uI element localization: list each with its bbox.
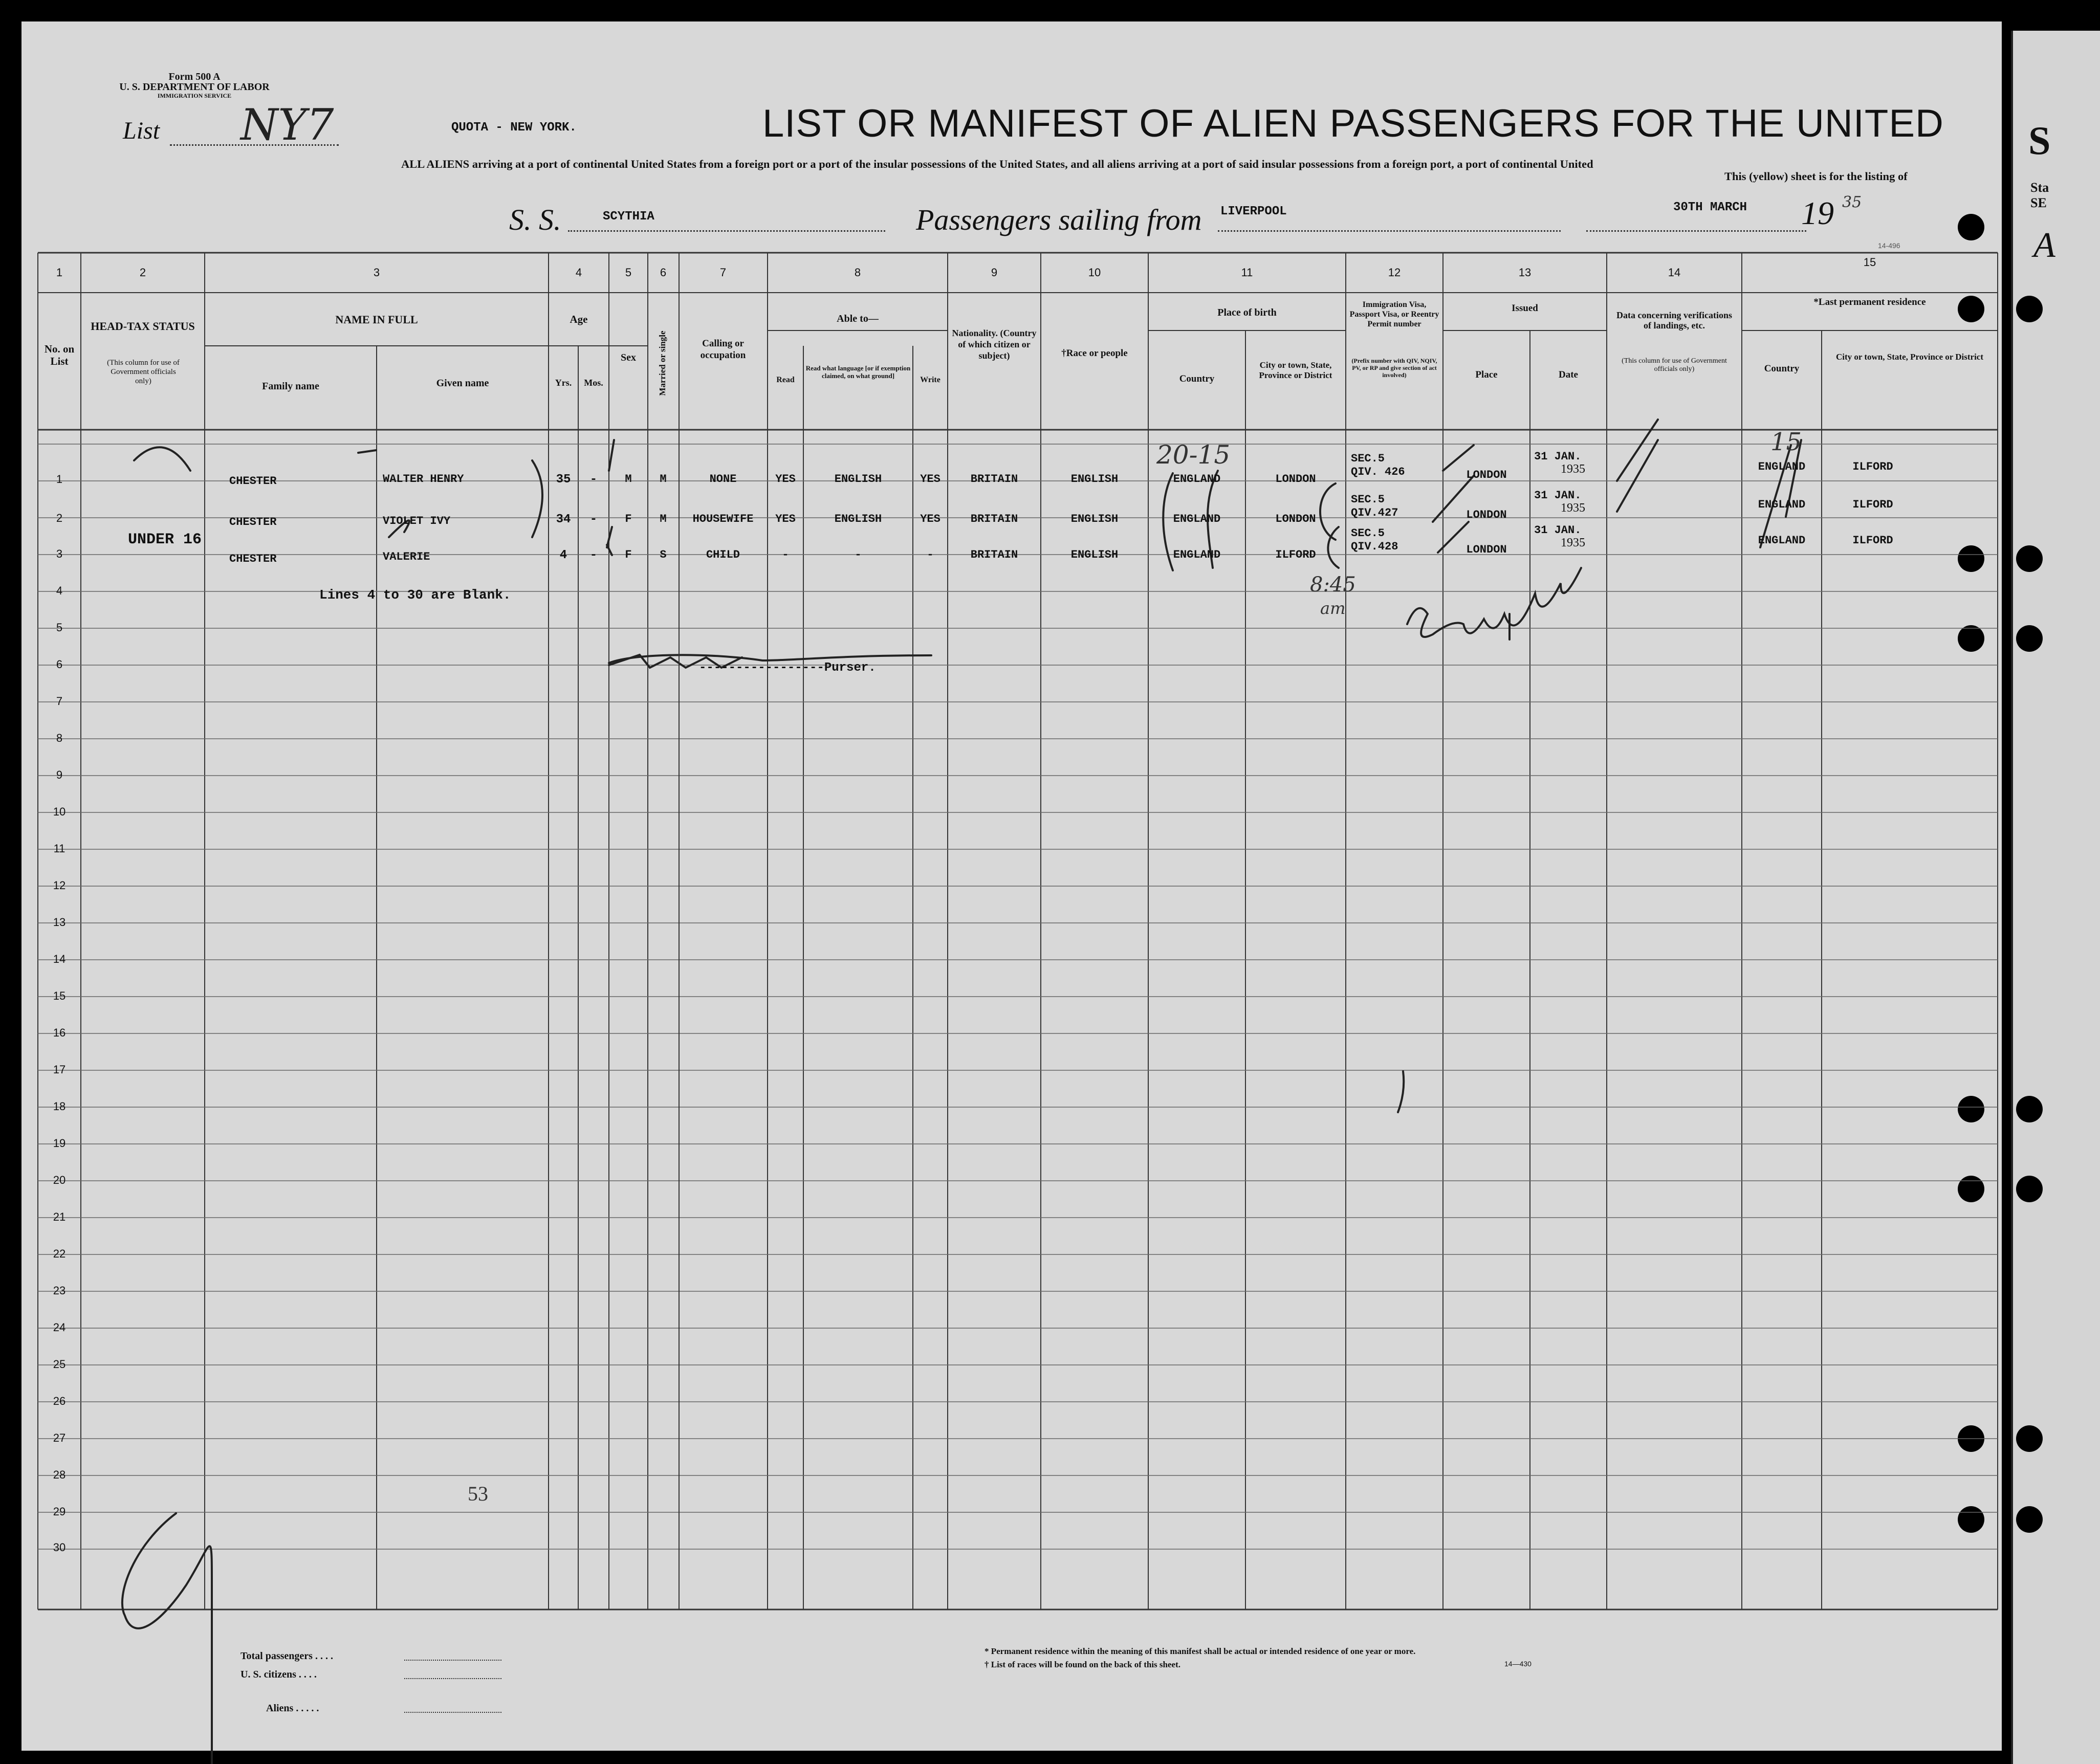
row-number: 1 <box>56 473 63 486</box>
row-number: 29 <box>53 1505 66 1518</box>
passenger-marital: S <box>660 548 667 561</box>
year-suffix: 35 <box>1842 193 1862 211</box>
service: IMMIGRATION SERVICE <box>157 92 232 99</box>
passenger-write: YES <box>920 513 940 525</box>
passenger-res-city: ILFORD <box>1852 534 1893 547</box>
passenger-age-mos: - <box>589 548 598 562</box>
subtitle-line-2: This (yellow) sheet is for the listing of <box>1724 170 1908 183</box>
header-calling: Calling or occupation <box>700 338 746 361</box>
passenger-birth-country: ENGLAND <box>1173 473 1221 486</box>
list-label: List <box>123 117 160 144</box>
passenger-language: - <box>855 548 862 561</box>
row-number: 26 <box>53 1395 66 1407</box>
column-number: 12 <box>1388 266 1401 279</box>
row-number: 16 <box>53 1026 66 1039</box>
header-issued: Issued <box>1512 303 1538 314</box>
passenger-issued-date: 31 JAN. <box>1534 450 1582 463</box>
passenger-race: ENGLISH <box>1070 548 1119 561</box>
passenger-given-name: VALERIE <box>383 550 430 563</box>
column-number: 6 <box>660 266 667 279</box>
header-sex: Sex <box>621 352 636 363</box>
next-sheet-letter: S <box>2028 118 2051 163</box>
passenger-marital: M <box>660 513 667 525</box>
header-able-to: Able to— <box>837 313 879 324</box>
row-number: 22 <box>53 1247 66 1260</box>
column-number: 8 <box>854 266 861 279</box>
passenger-nationality: BRITAIN <box>970 548 1018 561</box>
row-number: 5 <box>56 621 63 634</box>
row-number: 6 <box>56 658 63 671</box>
column-number: 5 <box>625 266 632 279</box>
passenger-visa-number: QIV. 426 <box>1351 466 1405 478</box>
passenger-nationality: BRITAIN <box>970 473 1018 486</box>
header-race: †Race or people <box>1061 348 1128 359</box>
handwritten-residence-note: 15 <box>1770 428 1802 456</box>
header-married: Married or single <box>658 330 667 396</box>
row-number: 9 <box>56 768 63 781</box>
row-number: 23 <box>53 1284 66 1297</box>
header-mos: Mos. <box>584 378 603 388</box>
passenger-visa-section: SEC.5 <box>1351 493 1385 506</box>
row-number: 8 <box>56 732 63 744</box>
passenger-given-name: VIOLET IVY <box>383 515 451 527</box>
page-number: 53 <box>468 1482 488 1505</box>
sailing-label: Passengers sailing from <box>916 203 1202 236</box>
row-number: 25 <box>53 1358 66 1371</box>
passenger-read: YES <box>775 513 796 525</box>
passenger-calling: CHILD <box>706 548 740 561</box>
passenger-family-name: CHESTER <box>229 475 277 488</box>
header-read: Read <box>776 376 795 384</box>
header-given-name: Given name <box>436 378 489 389</box>
header-data-concerning: Data concerning verifications of landings, etc. <box>1616 310 1732 330</box>
list-number: NY7 <box>240 100 334 150</box>
row-number: 24 <box>53 1321 66 1334</box>
department: U. S. DEPARTMENT OF LABOR <box>119 81 270 93</box>
passenger-given-name: WALTER HENRY <box>383 473 464 486</box>
header-head-tax-note: (This column for use of Government officials only) <box>107 359 180 385</box>
header-res-country: Country <box>1764 363 1800 374</box>
form-code-top: 14-496 <box>1878 241 1900 250</box>
row-number: 13 <box>53 916 66 929</box>
passenger-age-mos: - <box>589 513 598 526</box>
passenger-visa-section: SEC.5 <box>1351 452 1385 465</box>
passenger-birth-country: ENGLAND <box>1173 513 1221 525</box>
passenger-age-yrs: 4 <box>559 548 567 562</box>
handwritten-birth-note: 20-15 <box>1156 440 1231 470</box>
column-number: 15 <box>1863 256 1876 269</box>
row-number: 3 <box>56 547 63 560</box>
passenger-issued-year: 1935 <box>1561 462 1585 476</box>
passenger-calling: NONE <box>709 473 737 486</box>
column-number: 4 <box>575 266 582 279</box>
header-birth-city: City or town, State, Province or District <box>1259 360 1332 380</box>
header-age: Age <box>570 313 588 325</box>
passenger-read: YES <box>775 473 796 486</box>
row-number: 21 <box>53 1210 66 1223</box>
passenger-res-country: ENGLAND <box>1758 534 1806 547</box>
passenger-head-tax: UNDER 16 <box>128 531 202 548</box>
passenger-issued-date: 31 JAN. <box>1534 489 1582 502</box>
footer-total-passengers: Total passengers . . . . <box>240 1650 333 1662</box>
header-visa: Immigration Visa, Passport Visa, or Reentry Permit number <box>1349 300 1439 328</box>
passenger-language: ENGLISH <box>834 473 882 486</box>
column-number: 13 <box>1518 266 1532 279</box>
column-number: 11 <box>1241 266 1253 279</box>
header-name-in-full: NAME IN FULL <box>335 313 418 326</box>
column-divider <box>679 253 680 1609</box>
row-number: 27 <box>53 1431 66 1444</box>
row-number: 18 <box>53 1100 66 1113</box>
passenger-write: YES <box>920 473 940 486</box>
header-nationality: Nationality. (Country of which citizen or subject) <box>952 328 1037 361</box>
header-no-on-list: No. on List <box>44 343 75 367</box>
row-number: 17 <box>53 1063 66 1076</box>
column-number: 14 <box>1668 266 1681 279</box>
handwritten-time: 8:45 <box>1310 573 1356 597</box>
passenger-write: - <box>927 548 934 561</box>
passenger-age-yrs: 35 <box>556 473 571 487</box>
passenger-visa-number: QIV.427 <box>1351 506 1398 519</box>
passenger-age-yrs: 34 <box>556 513 571 526</box>
header-birth-country: Country <box>1179 373 1215 384</box>
ship-name: SCYTHIA <box>603 210 654 224</box>
passenger-visa-number: QIV.428 <box>1351 540 1398 553</box>
column-number: 2 <box>139 266 146 279</box>
next-sheet-letter: Sta <box>2030 180 2049 195</box>
subtitle-line-1: ALL ALIENS arriving at a port of continental United States from a foreign port or a port of the insular possessions of the United States, and all aliens arriving at a port of said insular possessions from a foreign port, a port of continental United <box>401 158 1593 170</box>
column-number: 1 <box>56 266 63 279</box>
footer-note-residence: * Permanent residence within the meaning of this manifest shall be actual or intended residence of one year or more. <box>985 1646 1416 1656</box>
row-number: 28 <box>53 1468 66 1481</box>
passenger-birth-city: ILFORD <box>1275 548 1316 561</box>
header-res-city: City or town, State, Province or District <box>1836 352 1983 362</box>
header-place-of-birth: Place of birth <box>1217 307 1277 318</box>
row-number: 15 <box>53 989 66 1002</box>
passenger-marital: M <box>660 473 667 486</box>
passenger-issued-date: 31 JAN. <box>1534 524 1582 537</box>
purser-line: -----------------Purser. <box>699 661 876 675</box>
passenger-visa-section: SEC.5 <box>1351 527 1385 540</box>
quota: QUOTA - NEW YORK. <box>451 121 577 135</box>
passenger-sex: M <box>625 473 632 486</box>
passenger-issued-year: 1935 <box>1561 501 1585 515</box>
next-sheet-letter: SE <box>2030 195 2047 210</box>
year-prefix: 19 <box>1801 195 1834 231</box>
ss-label: S. S. <box>509 203 561 236</box>
passenger-language: ENGLISH <box>834 513 882 525</box>
passenger-sex: F <box>625 513 632 525</box>
header-family-name: Family name <box>262 381 319 392</box>
row-number: 30 <box>53 1541 66 1554</box>
header-issued-place: Place <box>1475 369 1498 380</box>
next-sheet-letter: A <box>2033 226 2055 265</box>
footer-form-code: 14—430 <box>1504 1660 1532 1668</box>
footer-citizens-line <box>404 1678 501 1679</box>
passenger-family-name: CHESTER <box>229 516 277 528</box>
passenger-issued-place: LONDON <box>1466 509 1507 521</box>
header-last-residence: *Last permanent residence <box>1813 297 1926 307</box>
passenger-issued-place: LONDON <box>1466 469 1507 481</box>
passenger-res-city: ILFORD <box>1852 460 1893 473</box>
row-number: 20 <box>53 1174 66 1186</box>
handwritten-am: am <box>1320 599 1346 618</box>
port: LIVERPOOL <box>1220 205 1287 218</box>
header-issued-date: Date <box>1559 369 1578 380</box>
passenger-race: ENGLISH <box>1070 513 1119 525</box>
header-yrs: Yrs. <box>555 378 572 388</box>
row-number: 4 <box>56 584 63 597</box>
row-number: 2 <box>56 512 63 524</box>
row-number: 14 <box>53 953 66 965</box>
passenger-birth-city: LONDON <box>1275 513 1316 525</box>
passenger-res-country: ENGLAND <box>1758 498 1806 511</box>
header-read-language: Read what language [or if exemption claimed, on what ground] <box>805 364 911 380</box>
column-number: 10 <box>1088 266 1101 279</box>
passenger-calling: HOUSEWIFE <box>692 513 754 525</box>
passenger-sex: F <box>625 548 632 561</box>
column-number: 3 <box>373 266 380 279</box>
blank-lines-note: Lines 4 to 30 are Blank. <box>319 587 511 603</box>
column-number: 7 <box>719 266 727 279</box>
passenger-birth-city: LONDON <box>1275 473 1316 486</box>
footer-note-races: † List of races will be found on the back of this sheet. <box>985 1660 1180 1669</box>
sailing-date: 30TH MARCH <box>1673 201 1747 214</box>
row-number: 19 <box>53 1137 66 1150</box>
header-write: Write <box>920 376 940 384</box>
row-number: 11 <box>53 842 65 855</box>
passenger-birth-country: ENGLAND <box>1173 548 1221 561</box>
header-visa-note: (Prefix number with QIV, NQIV, PV, or RP and give section of act involved) <box>1351 357 1437 379</box>
column-number: 9 <box>991 266 998 279</box>
passenger-age-mos: - <box>589 473 598 487</box>
passenger-issued-year: 1935 <box>1561 536 1585 549</box>
row-number: 7 <box>56 695 63 708</box>
passenger-family-name: CHESTER <box>229 553 277 565</box>
form-number: Form 500 A <box>168 71 221 82</box>
header-head-tax: HEAD-TAX STATUS <box>91 320 195 333</box>
passenger-res-city: ILFORD <box>1852 498 1893 511</box>
passenger-race: ENGLISH <box>1070 473 1119 486</box>
header-data-note: (This column for use of Government officials only) <box>1622 357 1727 373</box>
page-title: LIST OR MANIFEST OF ALIEN PASSENGERS FOR THE UNITED <box>762 102 1944 145</box>
passenger-res-country: ENGLAND <box>1758 460 1806 473</box>
footer-aliens: Aliens . . . . . <box>266 1703 319 1714</box>
footer-us-citizens: U. S. citizens . . . . <box>240 1669 317 1680</box>
row-number: 12 <box>53 879 66 892</box>
passenger-issued-place: LONDON <box>1466 543 1507 556</box>
passenger-nationality: BRITAIN <box>970 513 1018 525</box>
row-number: 10 <box>53 805 66 818</box>
passenger-read: - <box>782 548 789 561</box>
footer-total-line <box>404 1660 501 1661</box>
footer-aliens-line <box>404 1712 501 1713</box>
